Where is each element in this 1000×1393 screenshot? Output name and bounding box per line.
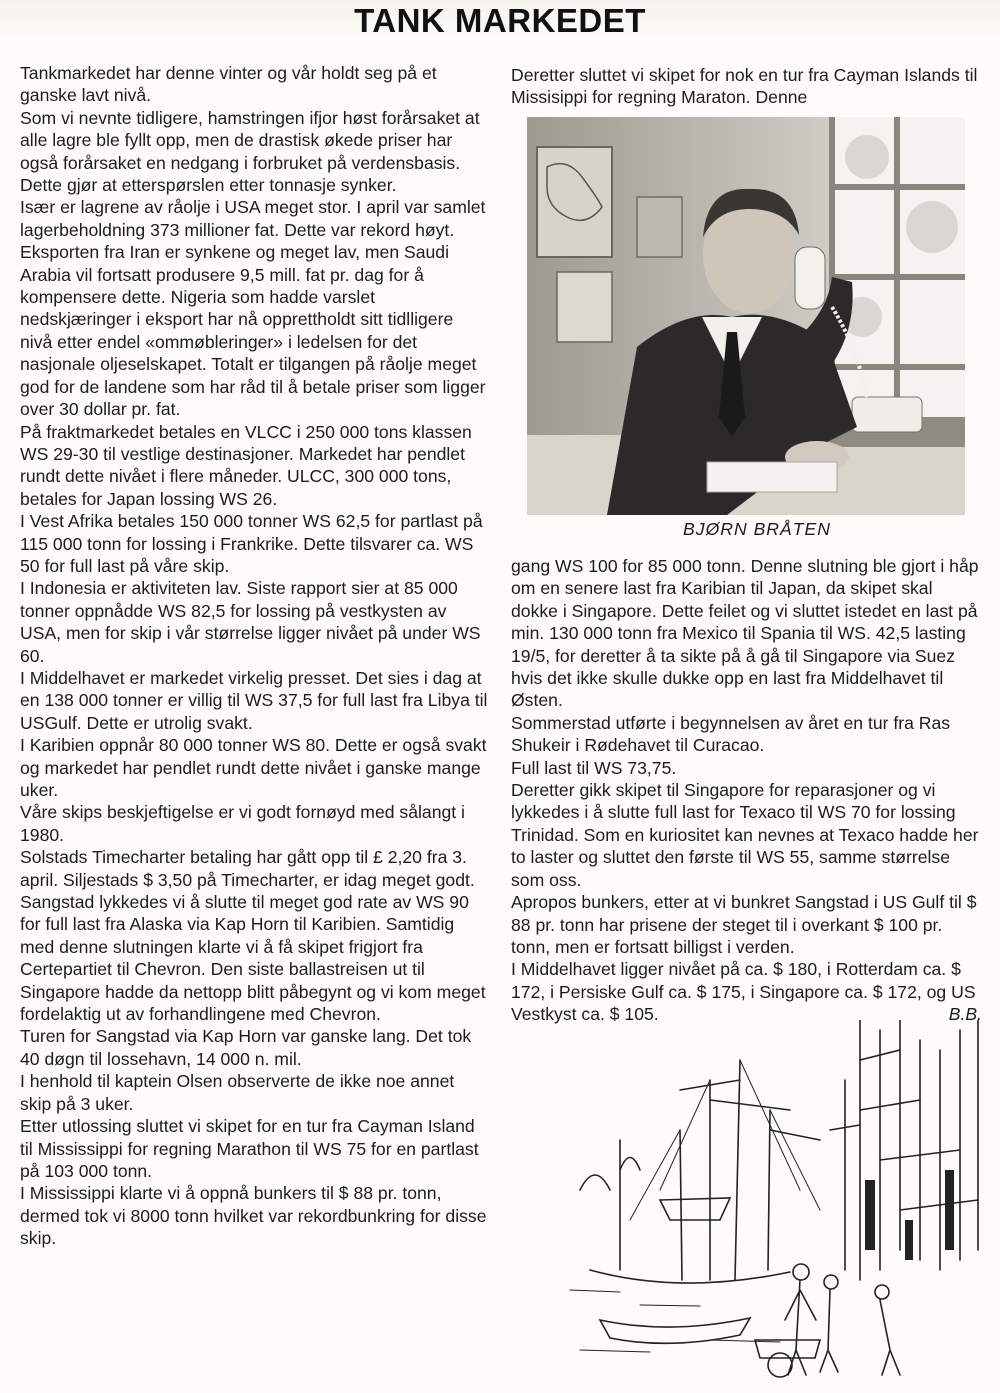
paragraph: Apropos bunkers, etter at vi bunkret Sangstad i US Gulf til $ 88 pr. tonn har prisene der steget til i overkant $ 100 pr. tonn, men er fortsatt billigst i verden. bbox=[511, 892, 977, 957]
paragraph: Eksporten fra Iran er synkene og meget lav, men Saudi Arabia vil fortsatt produsere 9,5 mill. fat pr. dag for å kompensere dette. Nigeria som hadde varslet nedskjæringer i eksport har nå opprettholdt sitt tidlligere nivå etter endel «ommøbleringer» i ledelsen for det nasjonale oljeselskapet. Totalt er tilgangen på råolje meget god for de landene som har råd til å betale priser som ligger over 30 dollar pr. fat. bbox=[20, 242, 486, 420]
paragraph: Etter utlossing sluttet vi skipet for en tur fra Cayman Island til Mississippi for regning Marathon til WS 75 for en partlast på 103 000 tonn. bbox=[20, 1116, 479, 1181]
harbor-sketch-drawing bbox=[560, 1020, 990, 1380]
photo-caption: BJØRN BRÅTEN bbox=[683, 519, 831, 539]
paragraph: I Middelhavet er markedet virkelig presset. Det sies i dag at en 138 000 tonner er villig til WS 37,5 for full last fra Libya til USGulf. Dette er utrolig svakt. bbox=[20, 667, 488, 733]
author-signature: B.B. bbox=[948, 1004, 982, 1025]
paragraph: Deretter sluttet vi skipet for nok en tur fra Cayman Islands til Missisippi for regning Maraton. Denne bbox=[511, 65, 978, 108]
portrait-photo bbox=[527, 117, 965, 515]
paragraph: gang WS 100 for 85 000 tonn. Denne slutning ble gjort i håp om en senere last fra Karibian til Japan, da skipet skal dokke i Singapore. Dette feilet og vi sluttet istedet en last på min. 130 000 tonn fra Mexico til Spania til WS. 42,5 lasting 19/5, for deretter å ta sikte på å gå til Singapore via Suez hvis det ikke skulle dukke opp en last fra Middelhavet til Østen. bbox=[511, 556, 979, 711]
paragraph: I henhold til kaptein Olsen observerte de ikke noe annet skip på 3 uker. bbox=[20, 1071, 455, 1114]
portrait-illustration bbox=[527, 117, 965, 515]
closing-paragraph bbox=[511, 958, 982, 1025]
right-column-top bbox=[511, 64, 979, 109]
paragraph: Solstads Timecharter betaling har gått opp til £ 2,20 fra 3. april. Siljestads $ 3,50 på Timecharter, er idag meget godt. bbox=[20, 847, 475, 890]
closing-text: I Middelhavet ligger nivået på ca. $ 180, i Rotterdam ca. $ 172, i Persiske Gulf ca. $ 175, i Singapore ca. $ 172, og US Vestkyst ca. $ 105. bbox=[511, 959, 976, 1025]
paragraph: Især er lagrene av råolje i USA meget stor. I april var samlet lagerbeholdning 373 millioner fat. Dette var rekord høyt. bbox=[20, 197, 486, 240]
paragraph: Full last til WS 73,75. bbox=[511, 757, 677, 778]
harbor-sketch bbox=[560, 1020, 990, 1380]
paragraph: I Indonesia er aktiviteten lav. Siste rapport sier at 85 000 tonner oppnådde WS 82,5 for lossing på vestkysten av USA, men for skip i vår størrelse ligger nivået på under WS 60. bbox=[20, 578, 481, 666]
right-column-bottom bbox=[511, 555, 982, 1026]
paragraph: I Vest Afrika betales 150 000 tonner WS 62,5 for partlast på 115 000 tonn for lossing i Frankrike. Dette tilsvarer ca. WS 50 for full last på våre skip. bbox=[20, 511, 483, 576]
paragraph: Som vi nevnte tidligere, hamstringen ifjor høst forårsaket at alle lagre ble fyllt opp, men de drastisk økede priser har også forårsaket en nedgang i forbruket på verdensbasis. Dette gjør at etterspørslen etter tonnasje synker. bbox=[20, 107, 480, 196]
paragraph: Deretter gikk skipet til Singapore for reparasjoner og vi lykkedes i å slutte full last for Texaco til WS 70 for lossing Trinidad. Som en kuriositet kan nevnes at Texaco hadde her to laster og sluttet den første til WS 55, samme størrelse som oss. bbox=[511, 780, 979, 890]
paragraph: I Karibien oppnår 80 000 tonner WS 80. Dette er også svakt og markedet har pendlet rundt dette nivået i ganske mange uker. bbox=[20, 735, 487, 800]
paragraph: Sangstad lykkedes vi å slutte til meget god rate av WS 90 for full last fra Alaska via Kap Horn til Karibien. Samtidig med denne slutningen klarte vi å få skipet frigjort fra Certepartiet til Chevron. Den siste ballastreisen ut til Singapore hadde da nettopp blitt påbegynt og vi kom meget fordelaktig ut av forhandlingene med Chevron. bbox=[20, 892, 486, 1025]
paragraph: Våre skips beskjeftigelse er vi godt fornøyd med sålangt i 1980. bbox=[20, 802, 465, 845]
paragraph: I Mississippi klarte vi å oppnå bunkers til $ 88 pr. tonn, dermed tok vi 8000 tonn hvilket var rekordbunkring for disse skip. bbox=[20, 1183, 487, 1249]
page-title: TANK MARKEDET bbox=[354, 2, 646, 39]
paragraph: Tankmarkedet har denne vinter og vår holdt seg på et ganske lavt nivå. bbox=[20, 63, 437, 106]
paragraph: Turen for Sangstad via Kap Horn var ganske lang. Det tok 40 døgn til lossehavn, 14 000 n. mil. bbox=[20, 1026, 472, 1069]
paragraph: Sommerstad utførte i begynnelsen av året en tur fra Ras Shukeir i Rødehavet til Curacao. bbox=[511, 712, 951, 756]
left-column bbox=[20, 62, 490, 1250]
paragraph: På fraktmarkedet betales en VLCC i 250 000 tons klassen WS 29-30 til vestlige destinasjoner. Markedet har pendlet rundt dette nivået i flere måneder. ULCC, 300 000 tons, betales for Japan lossing WS 26. bbox=[20, 421, 472, 509]
